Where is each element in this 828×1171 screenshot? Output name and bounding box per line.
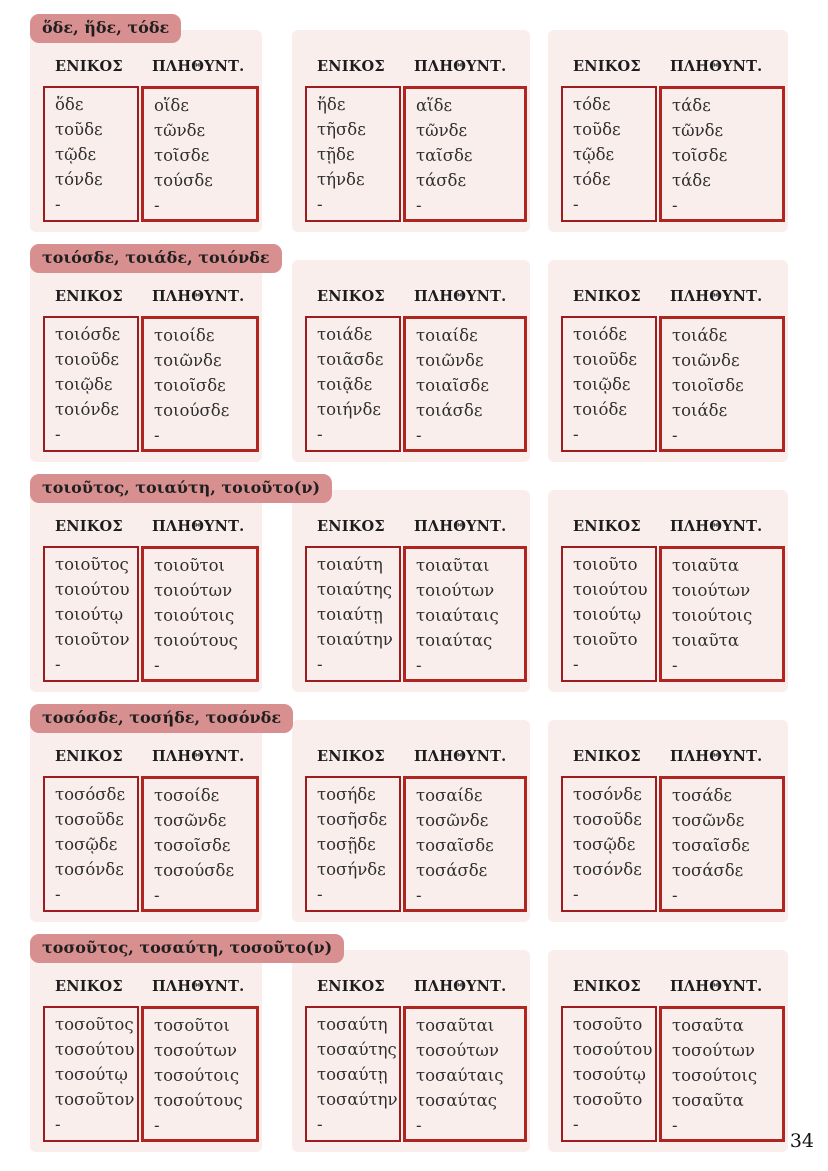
table-header-row [548, 58, 788, 84]
singular-forms-box [43, 86, 139, 222]
declension-form: τῇδε [317, 145, 355, 164]
plural-forms-box [403, 546, 527, 682]
declension-form: - [55, 885, 61, 904]
singular-forms-box [305, 546, 401, 682]
declension-form: τοιούτοις [672, 606, 753, 625]
forms-row [561, 316, 785, 452]
declension-form: τοιαῦτα [672, 631, 739, 650]
declension-form: τοιοῦτο [573, 630, 638, 649]
declension-form: - [672, 886, 678, 905]
singular-header: ΕΝΙΚΟΣ [55, 978, 123, 995]
declension-form: τοιοῦτος [55, 555, 129, 574]
declension-form: τοιοῦτοι [154, 556, 226, 575]
plural-forms-box [141, 316, 259, 452]
declension-form: ὅδε [55, 95, 84, 114]
declension-form: τοιαῦτα [672, 556, 739, 575]
declension-form: τοσῶνδε [416, 811, 489, 830]
declension-form: - [317, 195, 323, 214]
plural-forms-box [141, 776, 259, 912]
declension-form: τοσοίδε [154, 786, 220, 805]
declension-form: τοῖσδε [154, 146, 210, 165]
declension-form: - [55, 195, 61, 214]
plural-forms-box [659, 1006, 785, 1142]
declension-form: τοιῷδε [55, 375, 113, 394]
declension-form: τοιοῖσδε [672, 376, 744, 395]
forms-row [561, 776, 785, 912]
declension-form: τοιούσδε [154, 401, 230, 420]
declension-form: τοιαῖσδε [416, 376, 489, 395]
singular-header: ΕΝΙΚΟΣ [55, 748, 123, 765]
table-header-row [548, 748, 788, 774]
declension-form: τοσαύτη [317, 1015, 388, 1034]
declension-form: τοιῶνδε [672, 351, 740, 370]
declension-form: - [154, 656, 160, 675]
declension-table-panel [30, 30, 262, 232]
declension-form: τοσαῖσδε [416, 836, 494, 855]
singular-forms-box [305, 316, 401, 452]
declension-form: τοσαῦτα [672, 1016, 744, 1035]
declension-section [30, 14, 788, 244]
plural-header: ΠΛΗΘΥΝΤ. [414, 748, 507, 765]
declension-table-panel [30, 720, 262, 922]
declension-form: τοιόνδε [55, 400, 119, 419]
forms-row [43, 1006, 259, 1142]
plural-header: ΠΛΗΘΥΝΤ. [414, 518, 507, 535]
declension-form: - [573, 655, 579, 674]
table-header-row [30, 288, 262, 314]
declension-form: τοιάδε [672, 401, 728, 420]
table-header-row [30, 518, 262, 544]
forms-row [305, 1006, 527, 1142]
forms-row [43, 546, 259, 682]
declension-section [30, 704, 788, 934]
plural-header: ΠΛΗΘΥΝΤ. [152, 518, 245, 535]
declension-form: τοσῷδε [573, 835, 636, 854]
plural-forms-box [141, 546, 259, 682]
plural-header: ΠΛΗΘΥΝΤ. [670, 288, 763, 305]
declension-form: τοσάσδε [672, 861, 744, 880]
plural-forms-box [403, 1006, 527, 1142]
declension-form: τοσούτῳ [573, 1065, 646, 1084]
declension-form: τῶνδε [154, 121, 206, 140]
singular-header: ΕΝΙΚΟΣ [573, 288, 641, 305]
declension-form: - [416, 886, 422, 905]
declension-form: - [573, 195, 579, 214]
declension-table-panel [548, 720, 788, 922]
table-header-row [30, 978, 262, 1004]
table-header-row [292, 288, 530, 314]
declension-form: τῆσδε [317, 120, 366, 139]
declension-table-panel [292, 30, 530, 232]
declension-table-panel [292, 260, 530, 462]
declension-table-panel [548, 260, 788, 462]
declension-form: - [416, 196, 422, 215]
declension-form: τοσάσδε [416, 861, 488, 880]
singular-forms-box [43, 1006, 139, 1142]
table-header-row [548, 288, 788, 314]
declension-form: τοσαύτῃ [317, 1065, 388, 1084]
declension-form: - [672, 196, 678, 215]
declension-form: τοιαύτη [317, 555, 383, 574]
plural-forms-box [659, 546, 785, 682]
singular-forms-box [561, 86, 657, 222]
declension-table-panel [30, 260, 262, 462]
declension-form: τοιάσδε [416, 401, 483, 420]
plural-header: ΠΛΗΘΥΝΤ. [152, 748, 245, 765]
declension-form: τοῖσδε [672, 146, 728, 165]
declension-form: - [55, 425, 61, 444]
plural-header: ΠΛΗΘΥΝΤ. [414, 288, 507, 305]
declension-form: τοσοῦδε [573, 810, 642, 829]
declension-form: τοσόνδε [573, 785, 642, 804]
declension-form: - [672, 1116, 678, 1135]
plural-forms-box [141, 86, 259, 222]
declension-form: τοιαύταις [416, 606, 499, 625]
declension-form: ταῖσδε [416, 146, 473, 165]
declension-form: - [154, 196, 160, 215]
declension-form: τοσούτου [55, 1040, 135, 1059]
declension-section [30, 934, 788, 1164]
declension-form: - [317, 655, 323, 674]
table-header-row [292, 58, 530, 84]
plural-header: ΠΛΗΘΥΝΤ. [670, 748, 763, 765]
declension-form: τάδε [672, 171, 711, 190]
declension-form: τοσοῦτο [573, 1015, 643, 1034]
singular-header: ΕΝΙΚΟΣ [55, 518, 123, 535]
declension-form: τοσῶνδε [154, 811, 227, 830]
page-number: 34 [789, 1130, 814, 1152]
declension-form: τοσοῦτο [573, 1090, 643, 1109]
declension-form: τοσοῦδε [55, 810, 124, 829]
section-title-chip: τοσόσδε, τοσήδε, τοσόνδε [30, 704, 293, 733]
plural-header: ΠΛΗΘΥΝΤ. [414, 978, 507, 995]
declension-form: τοσήνδε [317, 860, 386, 879]
plural-forms-box [403, 86, 527, 222]
singular-header: ΕΝΙΚΟΣ [317, 748, 385, 765]
declension-form: - [317, 885, 323, 904]
declension-table-panel [548, 950, 788, 1152]
declension-form: τοιάδε [317, 325, 373, 344]
plural-forms-box [141, 1006, 259, 1142]
declension-form: τάδε [672, 96, 711, 115]
table-header-row [30, 748, 262, 774]
table-header-row [548, 518, 788, 544]
declension-table-panel [30, 950, 262, 1152]
singular-forms-box [43, 546, 139, 682]
declension-form: ἥδε [317, 95, 346, 114]
singular-forms-box [561, 546, 657, 682]
declension-table-panel [30, 490, 262, 692]
declension-form: τοιοῦτο [573, 555, 638, 574]
declension-form: τοιούτων [672, 581, 751, 600]
forms-row [305, 316, 527, 452]
declension-table-panel [292, 720, 530, 922]
declension-form: τῷδε [55, 145, 97, 164]
declension-form: τοσούτοις [154, 1066, 240, 1085]
forms-row [561, 546, 785, 682]
declension-table-panel [292, 490, 530, 692]
plural-forms-box [403, 776, 527, 912]
declension-section [30, 474, 788, 704]
singular-header: ΕΝΙΚΟΣ [573, 978, 641, 995]
plural-header: ΠΛΗΘΥΝΤ. [670, 978, 763, 995]
plural-forms-box [403, 316, 527, 452]
plural-header: ΠΛΗΘΥΝΤ. [670, 518, 763, 535]
declension-form: - [416, 426, 422, 445]
section-title-chip: τοιόσδε, τοιάδε, τοιόνδε [30, 244, 282, 273]
declension-sections [30, 14, 788, 1164]
forms-row [561, 1006, 785, 1142]
singular-forms-box [43, 776, 139, 912]
declension-form: τοσούσδε [154, 861, 235, 880]
declension-form: τοιοίδε [154, 326, 215, 345]
forms-row [43, 776, 259, 912]
singular-header: ΕΝΙΚΟΣ [573, 58, 641, 75]
section-title-chip: τοσοῦτος, τοσαύτη, τοσοῦτο(ν) [30, 934, 344, 963]
plural-forms-box [659, 86, 785, 222]
declension-form: τοσαύτας [416, 1091, 498, 1110]
declension-form: τοιόσδε [55, 325, 121, 344]
declension-form: τοιούτου [55, 580, 130, 599]
forms-row [43, 86, 259, 222]
declension-form: τόδε [573, 170, 611, 189]
declension-form: τοιαίδε [416, 326, 478, 345]
declension-form: τοιαύτας [416, 631, 493, 650]
declension-form: τοσαίδε [416, 786, 483, 805]
declension-form: - [317, 425, 323, 444]
declension-form: τοιαῦται [416, 556, 490, 575]
plural-header: ΠΛΗΘΥΝΤ. [152, 58, 245, 75]
declension-form: τοσούτου [573, 1040, 653, 1059]
declension-form: τοῦδε [573, 120, 621, 139]
singular-forms-box [561, 1006, 657, 1142]
declension-form: τῶνδε [672, 121, 724, 140]
declension-form: τοσούτοις [672, 1066, 758, 1085]
forms-row [561, 86, 785, 222]
declension-form: οἵδε [154, 96, 189, 115]
singular-header: ΕΝΙΚΟΣ [317, 518, 385, 535]
declension-form: τοιῶνδε [416, 351, 484, 370]
declension-form: τοσαῦτα [672, 1091, 744, 1110]
declension-form: τοιοῖσδε [154, 376, 226, 395]
declension-form: τοιούτων [416, 581, 495, 600]
singular-header: ΕΝΙΚΟΣ [573, 518, 641, 535]
declension-form: τοσαύτην [317, 1090, 398, 1109]
declension-form: - [154, 1116, 160, 1135]
plural-header: ΠΛΗΘΥΝΤ. [152, 288, 245, 305]
singular-header: ΕΝΙΚΟΣ [55, 288, 123, 305]
declension-form: τοιαύτῃ [317, 605, 383, 624]
declension-form: - [154, 426, 160, 445]
declension-form: τοιήνδε [317, 400, 381, 419]
forms-row [305, 546, 527, 682]
declension-form: τοιοῦτον [55, 630, 130, 649]
declension-form: αἵδε [416, 96, 453, 115]
singular-forms-box [561, 776, 657, 912]
plural-header: ΠΛΗΘΥΝΤ. [670, 58, 763, 75]
declension-form: τοιᾷδε [317, 375, 373, 394]
declension-form: τοσόνδε [55, 860, 124, 879]
declension-form: τοσαύτης [317, 1040, 397, 1059]
declension-form: - [154, 886, 160, 905]
singular-forms-box [305, 1006, 401, 1142]
declension-form: τοσούτων [154, 1041, 237, 1060]
declension-form: τήνδε [317, 170, 365, 189]
declension-form: τόνδε [55, 170, 103, 189]
declension-form: τοιούτου [573, 580, 648, 599]
declension-form: τοσήδε [317, 785, 376, 804]
declension-form: τάσδε [416, 171, 467, 190]
table-header-row [30, 58, 262, 84]
declension-form: τοιῶνδε [154, 351, 222, 370]
declension-form: τοσοῦτοι [154, 1016, 230, 1035]
table-header-row [292, 978, 530, 1004]
declension-form: τοσούτων [672, 1041, 755, 1060]
declension-table-panel [292, 950, 530, 1152]
table-header-row [292, 748, 530, 774]
declension-form: τοσόνδε [573, 860, 642, 879]
singular-header: ΕΝΙΚΟΣ [317, 978, 385, 995]
declension-form: τοσούτων [416, 1041, 499, 1060]
declension-form: τοιούτους [154, 631, 238, 650]
declension-form: τοσαῦται [416, 1016, 495, 1035]
declension-form: τοσοῦτος [55, 1015, 134, 1034]
declension-table-panel [548, 30, 788, 232]
declension-form: τοσόσδε [55, 785, 126, 804]
declension-form: τοιούτῳ [573, 605, 642, 624]
declension-form: - [416, 656, 422, 675]
forms-row [305, 86, 527, 222]
plural-header: ΠΛΗΘΥΝΤ. [152, 978, 245, 995]
declension-form: τοσῇδε [317, 835, 376, 854]
declension-form: τοιᾶσδε [317, 350, 384, 369]
declension-form: τοιόδε [573, 325, 627, 344]
table-header-row [548, 978, 788, 1004]
declension-form: - [573, 1115, 579, 1134]
declension-form: - [573, 425, 579, 444]
declension-form: - [317, 1115, 323, 1134]
declension-form: τοῦδε [55, 120, 103, 139]
declension-form: τοιαύτην [317, 630, 393, 649]
singular-header: ΕΝΙΚΟΣ [55, 58, 123, 75]
declension-form: τοσῶνδε [672, 811, 745, 830]
declension-section [30, 244, 788, 474]
section-title-chip: τοιοῦτος, τοιαύτη, τοιοῦτο(ν) [30, 474, 332, 503]
declension-form: - [672, 426, 678, 445]
declension-form: τοιούτοις [154, 606, 235, 625]
declension-form: - [672, 656, 678, 675]
declension-form: τοιοῦδε [573, 350, 637, 369]
declension-table-panel [548, 490, 788, 692]
declension-form: - [55, 1115, 61, 1134]
declension-form: τῶνδε [416, 121, 468, 140]
singular-header: ΕΝΙΚΟΣ [317, 288, 385, 305]
section-title-chip: ὅδε, ἥδε, τόδε [30, 14, 181, 43]
declension-form: τοσῷδε [55, 835, 118, 854]
declension-form: τόδε [573, 95, 611, 114]
singular-forms-box [43, 316, 139, 452]
declension-form: τοσούτους [154, 1091, 243, 1110]
table-header-row [292, 518, 530, 544]
singular-forms-box [305, 86, 401, 222]
declension-form: τοσάδε [672, 786, 732, 805]
declension-form: τοιάδε [672, 326, 728, 345]
forms-row [43, 316, 259, 452]
singular-header: ΕΝΙΚΟΣ [573, 748, 641, 765]
declension-form: τοσοῖσδε [154, 836, 231, 855]
declension-form: - [416, 1116, 422, 1135]
declension-form: τοσῆσδε [317, 810, 387, 829]
singular-forms-box [561, 316, 657, 452]
declension-form: τοιούτῳ [55, 605, 124, 624]
forms-row [305, 776, 527, 912]
plural-forms-box [659, 776, 785, 912]
declension-form: τοιῷδε [573, 375, 631, 394]
plural-forms-box [659, 316, 785, 452]
declension-form: τῷδε [573, 145, 615, 164]
declension-form: τοσαύταις [416, 1066, 504, 1085]
declension-form: τοιαύτης [317, 580, 392, 599]
declension-form: - [573, 885, 579, 904]
declension-form: τοσούτῳ [55, 1065, 128, 1084]
declension-form: τοιούτων [154, 581, 233, 600]
declension-form: τοιόδε [573, 400, 627, 419]
plural-header: ΠΛΗΘΥΝΤ. [414, 58, 507, 75]
singular-header: ΕΝΙΚΟΣ [317, 58, 385, 75]
declension-form: - [55, 655, 61, 674]
declension-form: τοιοῦδε [55, 350, 119, 369]
declension-form: τοσαῖσδε [672, 836, 750, 855]
declension-form: τοσοῦτον [55, 1090, 135, 1109]
singular-forms-box [305, 776, 401, 912]
declension-form: τούσδε [154, 171, 213, 190]
